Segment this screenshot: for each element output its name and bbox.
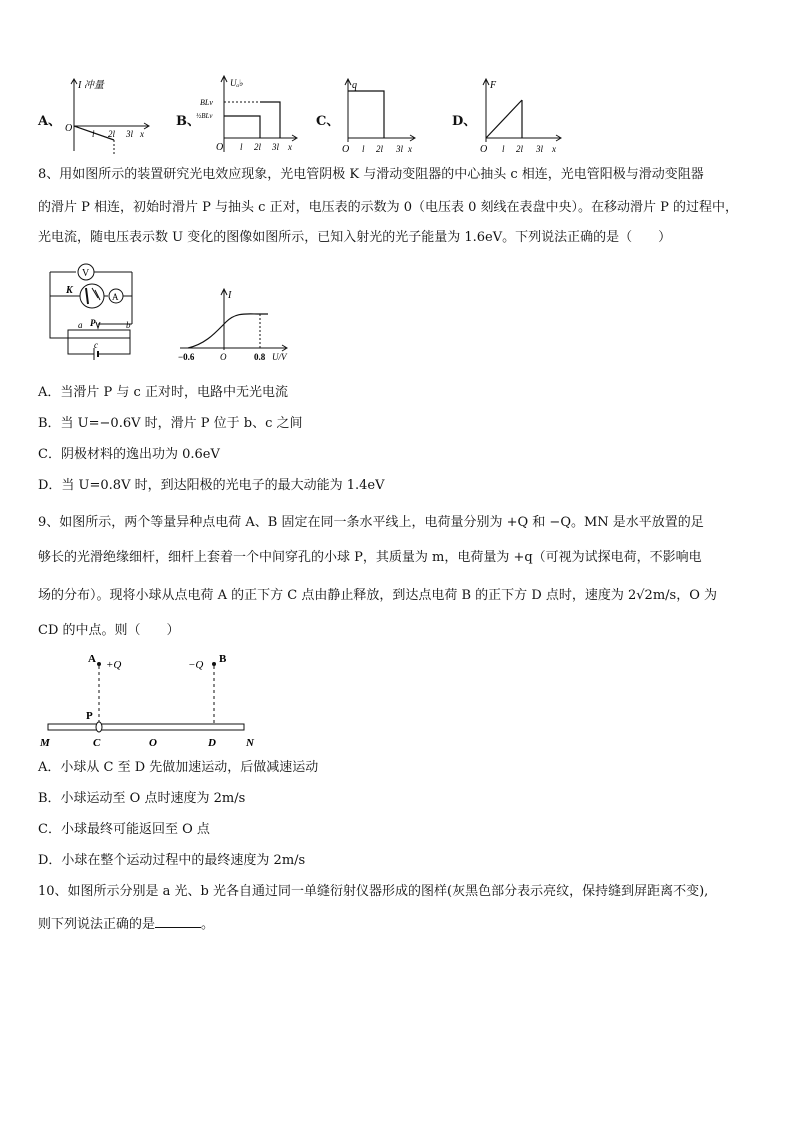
q8-stem-line-2: 的滑片 P 相连，初始时滑片 P 与抽头 c 正对，电压表的示数为 0（电压表 0 刻线在表盘中央）。在移动滑片 P 的过程中， (38, 200, 739, 215)
charge-a-label: A (88, 653, 96, 665)
graph-d-xlabel: x (552, 144, 556, 154)
q7-option-d-label[interactable]: D、 (452, 114, 477, 129)
circuit-cathode-label: K (66, 285, 73, 296)
circuit-p-label: P (90, 318, 96, 328)
q10-stem-end: 。 (201, 917, 215, 932)
q8-stem-line-1: 8、用如图所示的装置研究光电效应现象，光电管阴极 K 与滑动变阻器的中心抽头 c 相连，光电管阳极与滑动变阻器 (38, 167, 704, 182)
q8-current-voltage-graph (176, 284, 296, 364)
q8-option-a[interactable]: A．当滑片 P 与 c 正对时，电路中无光电流 (38, 385, 288, 400)
graph-d-tick-3: 3l (536, 144, 544, 154)
point-c-label: C (93, 737, 101, 749)
q7-graph-d (476, 76, 566, 158)
graph-c-tick-2: 2l (376, 144, 384, 154)
graph-c-tick-1: l (362, 144, 365, 154)
circuit-voltmeter-label: V (82, 268, 90, 279)
ball-p-label: P (86, 710, 93, 722)
graph-pos-tick: 0.8 (254, 352, 266, 362)
graph-a-xlabel: x (140, 129, 144, 139)
graph-neg-tick: −0.6 (178, 352, 195, 362)
graph-c-xlabel: x (408, 144, 412, 154)
q9-option-b[interactable]: B．小球运动至 O 点时速度为 2m/s (38, 791, 246, 806)
graph-b-tick-1: l (240, 142, 243, 152)
q10-stem-line-2 (38, 914, 214, 934)
graph-b-tick-3: 3l (272, 142, 280, 152)
graph-a-tick-3: 3l (126, 129, 134, 139)
circuit-ammeter-label: A (112, 292, 119, 302)
q7-option-a-label[interactable]: A、 (38, 114, 62, 129)
q9-option-a[interactable]: A．小球从 C 至 D 先做加速运动，后做减速运动 (38, 760, 319, 775)
graph-b-y1: BLv (200, 98, 213, 107)
q9-option-c[interactable]: C．小球最终可能返回至 O 点 (38, 822, 210, 837)
graph-c-tick-3: 3l (396, 144, 404, 154)
graph-b-xlabel: x (288, 142, 292, 152)
graph-d-tick-1: l (502, 144, 505, 154)
charge-b-label: B (219, 653, 227, 665)
q9-stem-line-4: CD 的中点。则（ ） (38, 623, 180, 638)
graph-a-origin: O (65, 123, 73, 134)
graph-b-y2: ½BLv (196, 112, 213, 120)
q8-stem-line-3: 光电流，随电压表示数 U 变化的图像如图所示，已知入射光的光子能量为 1.6eV。下列说法正确的是（ ） (38, 230, 672, 245)
q8-option-c[interactable]: C．阴极材料的逸出功为 0.6eV (38, 447, 220, 462)
graph-u-label: U/V (272, 352, 287, 362)
circuit-b-label: b (126, 320, 131, 330)
q7-option-c-label[interactable]: C、 (316, 114, 340, 129)
q10-stem-line-1: 10、如图所示分别是 a 光、b 光各自通过同一单缝衍射仪器形成的图样(灰黑色部分表示亮纹，保持缝到屏距离不变), (38, 884, 709, 899)
graph-i-label: I (228, 290, 232, 301)
graph-a-tick-1: l (92, 129, 95, 139)
rod-n-label: N (246, 737, 254, 749)
graph-d-tick-2: 2l (516, 144, 524, 154)
graph-d-origin: O (480, 144, 488, 155)
q7-option-b-label[interactable]: B、 (176, 114, 200, 129)
q9-stem-line-1: 9、如图所示，两个等量异种点电荷 A、B 固定在同一条水平线上，电荷量分别为 +Q 和 −Q。MN 是水平放置的足 (38, 515, 704, 530)
q8-circuit-diagram (40, 262, 150, 362)
graph-c-ylabel: q (352, 80, 357, 91)
q9-charge-rod-diagram (36, 648, 266, 750)
graph-a-ylabel: I 冲量 (78, 80, 104, 91)
q9-stem-line-3: 场的分布）。现将小球从点电荷 A 的正下方 C 点由静止释放，到达点电荷 B 的正下方 D 点时，速度为 2√2m/s，O 为 (38, 588, 717, 603)
graph-d-ylabel: F (490, 80, 497, 91)
graph-b-tick-2: 2l (254, 142, 262, 152)
circuit-c-label: c (94, 340, 98, 350)
q8-option-d[interactable]: D．当 U=0.8V 时，到达阳极的光电子的最大动能为 1.4eV (38, 478, 385, 493)
graph-c-origin: O (342, 144, 350, 155)
q7-graph-c (338, 76, 418, 158)
point-o-label: O (149, 737, 157, 749)
q7-graph-a (64, 76, 154, 158)
charge-plus-q-label: +Q (106, 659, 122, 671)
q10-stem-text: 则下列说法正确的是 (38, 917, 156, 932)
graph-b-origin: O (216, 142, 224, 153)
graph-b-ylabel: Uₐ♭ (230, 78, 244, 88)
graph-origin-label: O (220, 352, 227, 362)
answer-blank[interactable] (155, 914, 201, 928)
charge-minus-q-label: −Q (188, 659, 204, 671)
q8-option-b[interactable]: B．当 U=−0.6V 时，滑片 P 位于 b、c 之间 (38, 416, 303, 431)
q9-stem-line-2: 够长的光滑绝缘细杆，细杆上套着一个中间穿孔的小球 P，其质量为 m，电荷量为 +q（可视为试探电荷，不影响电 (38, 550, 702, 565)
rod-m-label: M (40, 737, 50, 749)
circuit-a-label: a (78, 320, 83, 330)
q9-option-d[interactable]: D．小球在整个运动过程中的最终速度为 2m/s (38, 853, 306, 868)
point-d-label: D (208, 737, 216, 749)
graph-a-tick-2: 2l (108, 129, 116, 139)
q7-graph-b (196, 72, 300, 158)
